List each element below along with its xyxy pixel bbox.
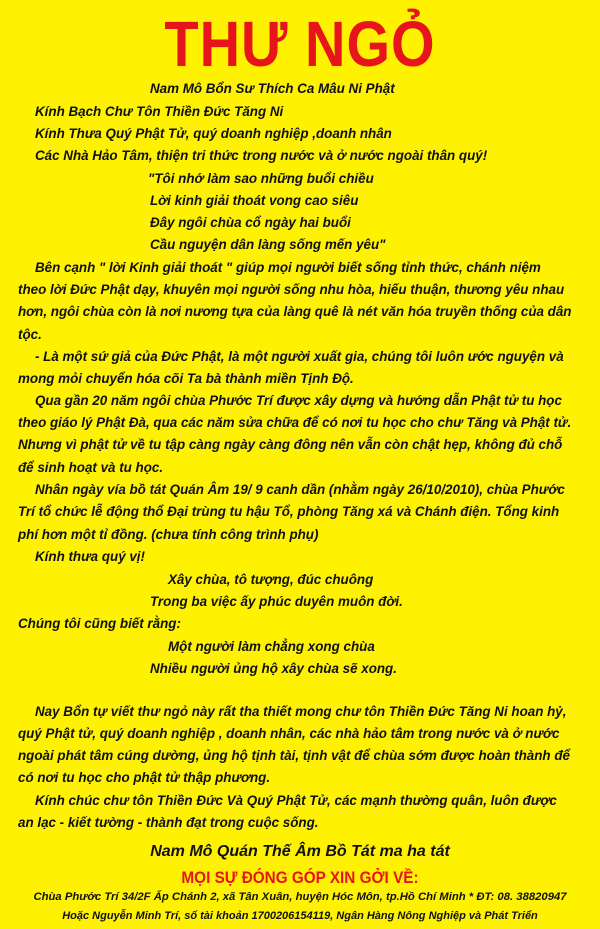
- paragraph-line: hơn, ngôi chùa còn là nơi nương tựa của làng quê là nét văn hóa truyền thống của dân: [18, 304, 572, 319]
- contact-line: Chùa Phước Trí 34/2F Ấp Chánh 2, xã Tân Xuân, huyện Hóc Môn, tp.Hồ Chí Minh * ĐT: 08. 38820947: [33, 891, 567, 903]
- paragraph-line: Bên cạnh " lời Kinh giải thoát " giúp mọi người biết sống tỉnh thức, chánh niệm: [35, 260, 541, 275]
- poem-line: Nhiều người ủng hộ xây chùa sẽ xong.: [150, 661, 397, 676]
- paragraph-line: Kính chúc chư tôn Thiền Đức Và Quý Phật Tử, các mạnh thường quân, luôn được: [35, 793, 557, 808]
- paragraph-line: Trí tổ chức lễ động thổ Đại trùng tu hậu Tổ, phòng Tăng xá và Chánh điện. Tổng kinh: [18, 504, 560, 519]
- poem-line: Lời kinh giải thoát vong cao siêu: [150, 193, 359, 208]
- paragraph-line: quý Phật tử, quý doanh nghiệp , doanh nhân, các nhà hảo tâm trong nước và ở nước: [18, 726, 560, 741]
- greeting-line: Nam Mô Bổn Sư Thích Ca Mâu Ni Phật: [150, 81, 395, 96]
- poem-line: Trong ba việc ấy phúc duyên muôn đời.: [150, 594, 403, 609]
- paragraph-line: Nhưng vì phật tử về tu tập càng ngày càng đông nên vẫn còn chật hẹp, không đủ chỗ: [18, 437, 563, 452]
- poem-line: "Tôi nhớ làm sao những buổi chiều: [148, 171, 374, 186]
- paragraph-line: để sinh hoạt và tu học.: [18, 460, 164, 475]
- paragraph-line: Qua gần 20 năm ngôi chùa Phước Trí được xây dựng và hướng dẫn Phật tử tu học: [35, 393, 562, 408]
- salutation: Kính thưa quý vị!: [35, 549, 145, 564]
- paragraph-line: Nay Bổn tự viết thư ngỏ này rất tha thiết mong chư tôn Thiền Đức Tăng Ni hoan hỷ,: [35, 704, 567, 719]
- paragraph-line: theo lời Đức Phật dạy, khuyên mọi người sống nhu hòa, hiếu thuận, thương yêu nhau: [18, 282, 565, 297]
- greeting-line: Kính Thưa Quý Phật Tử, quý doanh nghiệp ,doanh nhân: [35, 126, 392, 141]
- greeting-line: Kính Bạch Chư Tôn Thiền Đức Tăng Ni: [35, 104, 284, 119]
- contribution-heading: MỌI SỰ ĐÓNG GÓP XIN GỞI VỀ:: [181, 868, 419, 887]
- closing-chant: Nam Mô Quán Thế Âm Bồ Tát ma ha tát: [150, 843, 450, 860]
- paragraph-line: có nơi tu học cho phật tử thập phương.: [18, 770, 271, 785]
- poem-line: Xây chùa, tô tượng, đúc chuông: [168, 572, 374, 587]
- contact-line: Hoặc Nguyễn Minh Trí, số tài khoản 1700206154119, Ngân Hàng Nông Nghiệp và Phát Triển: [62, 910, 538, 922]
- page-title: THƯ NGỎ: [164, 7, 436, 80]
- poem-line: Cầu nguyện dân làng sống mến yêu": [150, 237, 386, 252]
- paragraph-line: ngoài phát tâm cúng dường, ủng hộ tịnh tài, tịnh vật để chùa sớm được hoàn thành để: [18, 748, 570, 763]
- poem-line: Một người làm chẳng xong chùa: [168, 639, 375, 654]
- greeting-line: Các Nhà Hảo Tâm, thiện tri thức trong nước và ở nước ngoài thân quý!: [35, 148, 488, 163]
- paragraph-line: an lạc - kiết tường - thành đạt trong cuộc sống.: [18, 815, 319, 830]
- paragraph-line: tộc.: [18, 327, 42, 342]
- paragraph-line: Chúng tôi cũng biết rằng:: [18, 616, 181, 631]
- paragraph-line: theo giáo lý Phật Đà, qua các năm sửa chữa để có nơi tu học cho chư Tăng và Phật tử.: [18, 415, 572, 430]
- contact-block: [0, 907, 600, 926]
- contact-block: [0, 888, 600, 907]
- paragraph-line: Nhân ngày vía bồ tát Quán Âm 19/ 9 canh dần (nhằm ngày 26/10/2010), chùa Phước: [35, 482, 565, 497]
- paragraph-line: phí hơn một tỉ đồng. (chưa tính công trình phụ): [18, 527, 319, 542]
- poem-line: Đây ngôi chùa cổ ngày hai buổi: [150, 215, 351, 230]
- paragraph-line: - Là một sứ giả của Đức Phật, là một người xuất gia, chúng tôi luôn ước nguyện và: [35, 349, 564, 364]
- paragraph-line: mong mỏi chuyển hóa cõi Ta bà thành miền Tịnh Độ.: [18, 371, 354, 386]
